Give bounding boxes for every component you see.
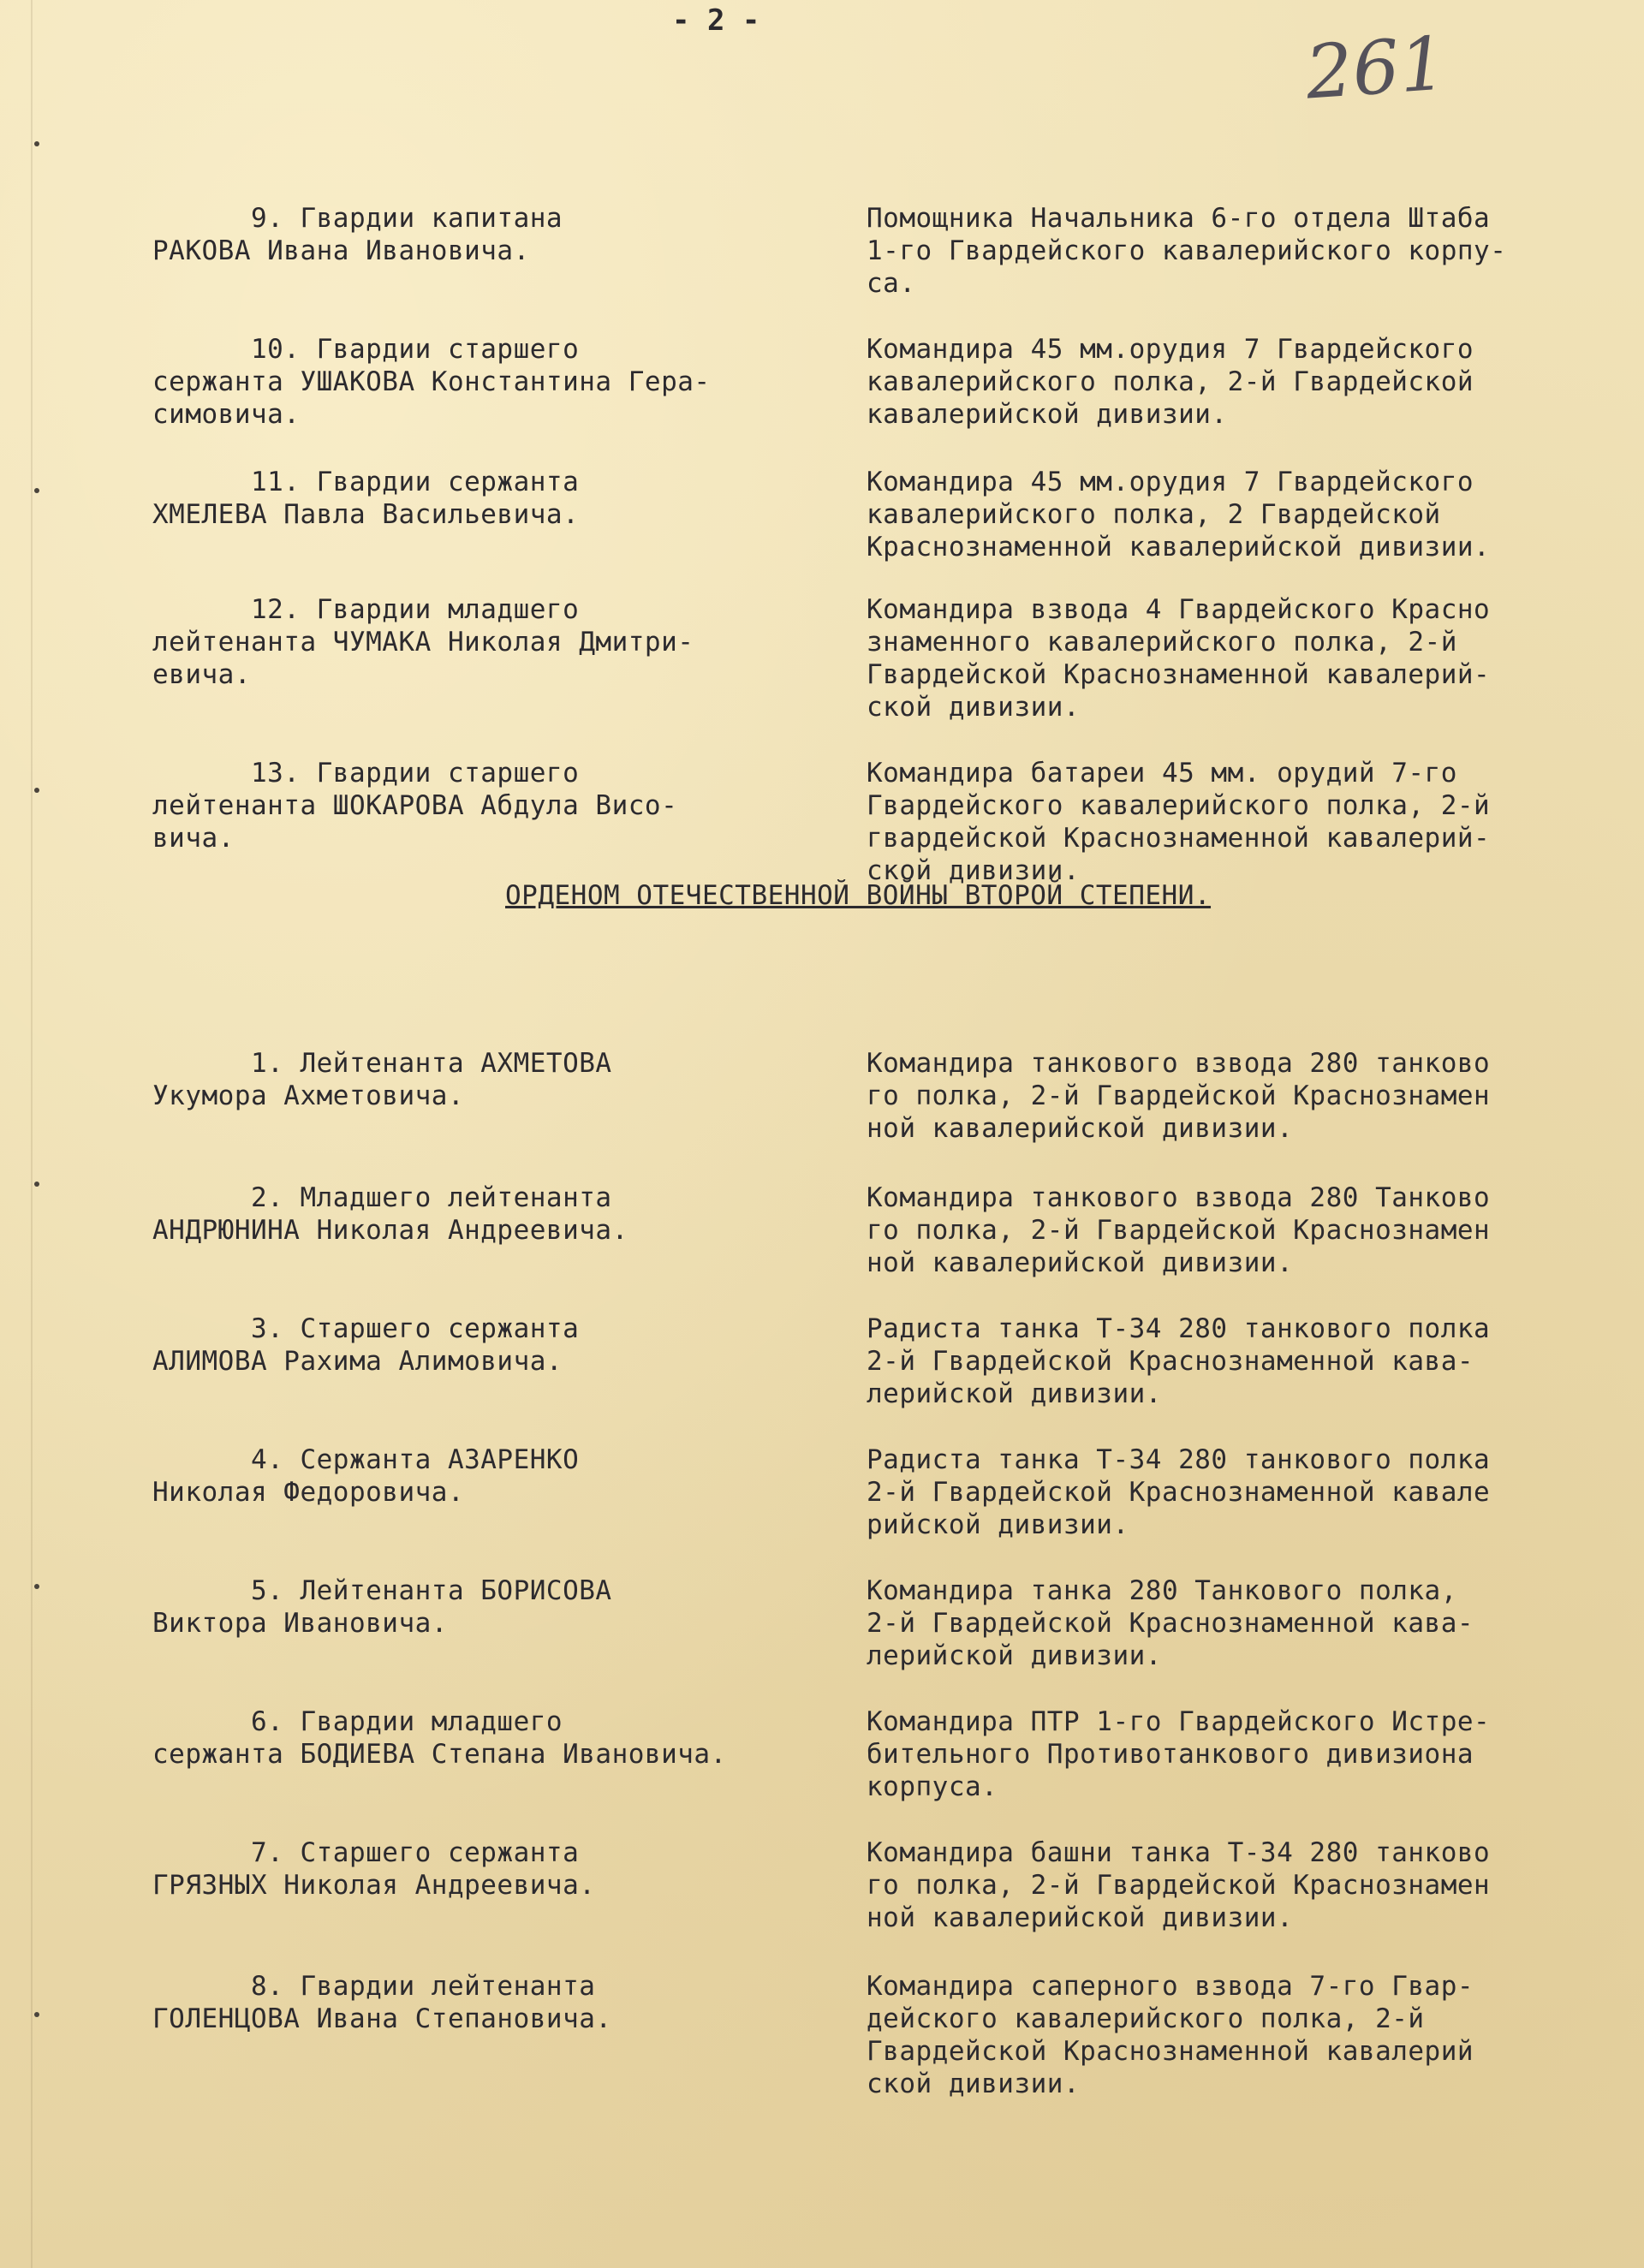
entry-name: 4. Сержанта АЗАРЕНКО Николая Федоровича. xyxy=(152,1444,580,1508)
entry-name: 9. Гвардии капитана РАКОВА Ивана Ивановича. xyxy=(152,203,563,266)
punch-hole-mark xyxy=(34,1182,39,1187)
punch-hole-mark xyxy=(34,2012,39,2017)
entry-position: Радиста танка Т-34 280 танкового полка 2-й Гвардейской Краснознаменной кава- лерийской дивизии. xyxy=(867,1313,1491,1409)
entry-position: Командира батареи 45 мм. орудий 7-го Гвардейского кавалерийского полка, 2-й гвардейской Краснознаменной кавалерий- ской дивизии. xyxy=(867,758,1491,886)
page-number: - 2 - xyxy=(672,3,760,38)
entry-position: Командира танкового взвода 280 танково го полка, 2-й Гвардейской Краснознамен ной кавалерийской дивизии. xyxy=(867,1048,1491,1144)
entry-position: Радиста танка Т-34 280 танкового полка 2-й Гвардейской Краснознаменной кавале рийской дивизии. xyxy=(867,1444,1491,1540)
section-heading: ОРДЕНОМ ОТЕЧЕСТВЕННОЙ ВОЙНЫ ВТОРОЙ СТЕПЕНИ. xyxy=(505,880,1212,911)
punch-hole-mark xyxy=(34,788,39,793)
entry-position: Командира 45 мм.орудия 7 Гвардейского кавалерийского полка, 2 Гвардейской Краснознаменной кавалерийской дивизии. xyxy=(867,467,1491,563)
entry-name: 13. Гвардии старшего лейтенанта ШОКАРОВА Абдула Висо- вича. xyxy=(152,758,678,854)
punch-hole-mark xyxy=(34,141,39,146)
entry-name: 12. Гвардии младшего лейтенанта ЧУМАКА Николая Дмитри- евича. xyxy=(152,594,694,690)
entry-name: 11. Гвардии сержанта ХМЕЛЕВА Павла Васильевича. xyxy=(152,467,580,530)
entry-name: 2. Младшего лейтенанта АНДРЮНИНА Николая Андреевича. xyxy=(152,1182,628,1246)
entry-name: 1. Лейтенанта АХМЕТОВА Укумора Ахметовича. xyxy=(152,1048,612,1111)
entry-position: Командира башни танка Т-34 280 танково го полка, 2-й Гвардейской Краснознамен ной кавалерийской дивизии. xyxy=(867,1837,1491,1933)
entry-name: 5. Лейтенанта БОРИСОВА Виктора Ивановича. xyxy=(152,1575,612,1639)
entry-position: Помощника Начальника 6-го отдела Штаба 1-го Гвардейского кавалерийского корпу- са. xyxy=(867,203,1507,299)
entry-name: 7. Старшего сержанта ГРЯЗНЫХ Николая Андреевича. xyxy=(152,1837,596,1901)
entry-position: Командира саперного взвода 7-го Гвар- дейского кавалерийского полка, 2-й Гвардейской Краснознаменной кавалерий ской дивизии. xyxy=(867,1971,1474,2099)
entry-name: 6. Гвардии младшего сержанта БОДИЕВА Степана Ивановича. xyxy=(152,1706,727,1770)
punch-hole-mark xyxy=(34,1584,39,1589)
entry-name: 8. Гвардии лейтенанта ГОЛЕНЦОВА Ивана Степановича. xyxy=(152,1971,612,2034)
archive-number: 261 xyxy=(1302,21,1450,116)
page-edge-shadow xyxy=(31,0,33,2268)
entry-position: Командира танка 280 Танкового полка, 2-й Гвардейской Краснознаменной кава- лерийской дивизии. xyxy=(867,1575,1474,1671)
entry-name: 3. Старшего сержанта АЛИМОВА Рахима Алимовича. xyxy=(152,1313,580,1377)
entry-position: Командира танкового взвода 280 Танково го полка, 2-й Гвардейской Краснознамен ной кавалерийской дивизии. xyxy=(867,1182,1491,1278)
entry-name: 10. Гвардии старшего сержанта УШАКОВА Константина Гера- симовича. xyxy=(152,334,711,430)
entry-position: Командира взвода 4 Гвардейского Красно знаменного кавалерийского полка, 2-й Гвардейской Краснознаменной кавалерий- ской дивизии. xyxy=(867,594,1491,723)
entry-position: Командира 45 мм.орудия 7 Гвардейского кавалерийского полка, 2-й Гвардейской кавалерийской дивизии. xyxy=(867,334,1474,430)
punch-hole-mark xyxy=(34,488,39,493)
entry-position: Командира ПТР 1-го Гвардейского Истре- бительного Противотанкового дивизиона корпуса. xyxy=(867,1706,1491,1802)
